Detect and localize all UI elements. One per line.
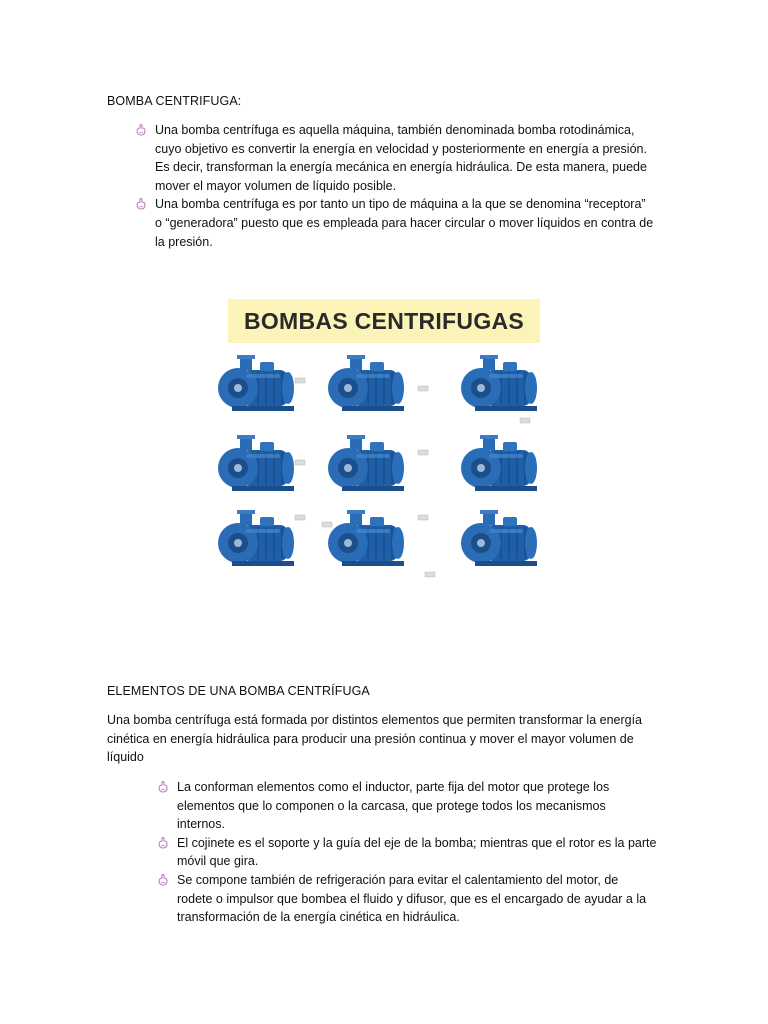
pump-image bbox=[461, 510, 537, 566]
bullet-item bbox=[157, 778, 677, 834]
bullet-list-definition bbox=[135, 121, 675, 251]
thumbnail-tag bbox=[295, 460, 305, 465]
bullet-line: mover el mayor volumen de líquido posible. bbox=[155, 178, 397, 193]
bullet-list-elements bbox=[157, 778, 677, 927]
hand-pointer-icon bbox=[135, 123, 147, 137]
bullet-item bbox=[135, 195, 675, 251]
bullet-line: la presión. bbox=[155, 234, 213, 249]
bullet-line: transformación de la energía cinética en hidráulica. bbox=[177, 910, 460, 925]
intro-paragraph bbox=[107, 711, 667, 767]
pump-image bbox=[328, 355, 404, 411]
pump-image bbox=[218, 435, 294, 491]
banner-title: BOMBAS CENTRIFUGAS bbox=[243, 307, 525, 334]
pump-image bbox=[328, 510, 404, 566]
bullet-line: El cojinete es el soporte y la guía del eje de la bomba; mientras que el rotor es la parte bbox=[177, 835, 657, 850]
bullet-line: cuyo objetivo es convertir la energía en velocidad y posteriormente en energía a presión. bbox=[155, 141, 647, 156]
bullet-line: elementos que lo componen o la carcasa, que protege todos los mecanismos bbox=[177, 798, 606, 813]
paragraph-line: cinética en energía hidráulica para producir una presión continua y mover el mayor volumen de bbox=[107, 731, 634, 746]
thumbnail-tag bbox=[418, 386, 428, 391]
bullet-line: internos. bbox=[177, 817, 225, 832]
thumbnail-tag bbox=[322, 522, 332, 527]
thumbnail-tag bbox=[418, 450, 428, 455]
bullet-item bbox=[135, 121, 675, 195]
bullet-item bbox=[157, 834, 677, 871]
hand-pointer-icon bbox=[157, 873, 169, 887]
hand-pointer-icon bbox=[157, 836, 169, 850]
section-heading-elementos: ELEMENTOS DE UNA BOMBA CENTRÍFUGA bbox=[107, 684, 370, 698]
bullet-line: Una bomba centrífuga es aquella máquina, también denominada bomba rotodinámica, bbox=[155, 123, 635, 137]
pump-image bbox=[461, 435, 537, 491]
hand-pointer-icon bbox=[135, 197, 147, 211]
pump-grid bbox=[200, 290, 564, 586]
bullet-item bbox=[157, 871, 677, 927]
pump-image bbox=[218, 355, 294, 411]
thumbnail-tag bbox=[295, 515, 305, 520]
bullet-line: móvil que gira. bbox=[177, 854, 259, 869]
thumbnail-tag bbox=[520, 418, 530, 423]
thumbnail-tag bbox=[418, 515, 428, 520]
pump-image bbox=[218, 510, 294, 566]
hand-pointer-icon bbox=[157, 780, 169, 794]
pump-image bbox=[461, 355, 537, 411]
bullet-line: Se compone también de refrigeración para evitar el calentamiento del motor, de bbox=[177, 872, 619, 887]
bullet-line: Una bomba centrífuga es por tanto un tipo de máquina a la que se denomina “receptora” bbox=[155, 197, 646, 212]
bullet-line: rodete o impulsor que bombea el fluido y difusor, que es el encargado de ayudar a la bbox=[177, 891, 647, 906]
paragraph-line: Una bomba centrífuga está formada por distintos elementos que permiten transformar la energía bbox=[107, 713, 643, 727]
bullet-line: Es decir, transforman la energía mecánica en energía hidráulica. De esta manera, puede bbox=[155, 160, 647, 175]
pump-image bbox=[328, 435, 404, 491]
pumps-figure bbox=[200, 290, 564, 586]
thumbnail-tag bbox=[295, 378, 305, 383]
bullet-line: o “generadora” puesto que es empleada para hacer circular o mover líquidos en contra de bbox=[155, 215, 654, 230]
paragraph-line: líquido bbox=[107, 750, 144, 765]
section-heading-bomba-centrifuga: BOMBA CENTRIFUGA: bbox=[107, 94, 242, 108]
thumbnail-tag bbox=[425, 572, 435, 577]
bullet-line: La conforman elementos como el inductor, parte fija del motor que protege los bbox=[177, 780, 610, 794]
